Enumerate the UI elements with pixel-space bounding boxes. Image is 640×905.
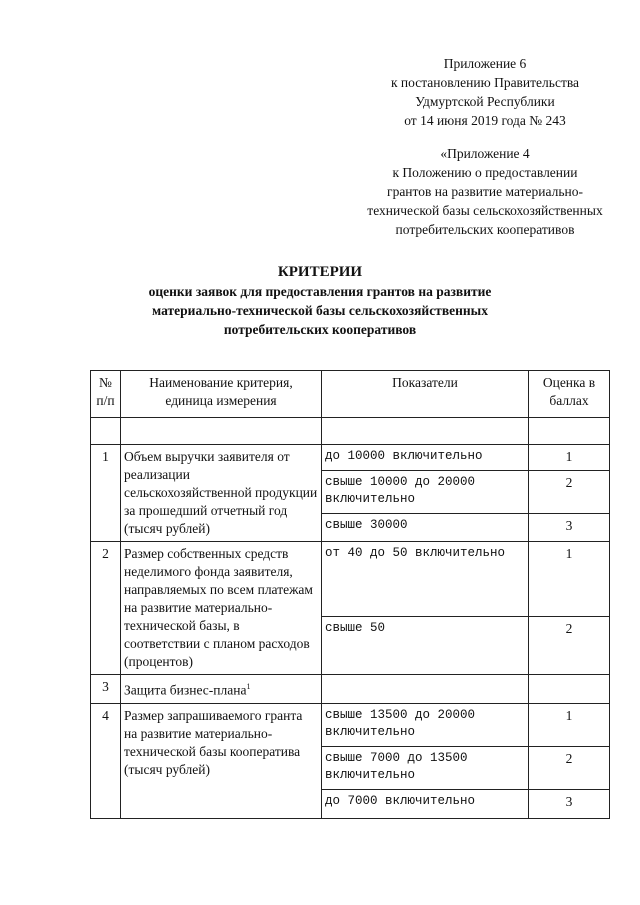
annex-reference [330, 54, 640, 130]
indicator-cell: свыше 50 [322, 616, 529, 674]
title-line: оценки заявок для предоставления грантов на развитие [148, 284, 492, 299]
row-num: 2 [91, 542, 121, 675]
indicator-cell: свыше 7000 до 13500 включительно [322, 746, 529, 789]
footnote-marker: 1 [246, 682, 251, 691]
title-main: КРИТЕРИИ [277, 264, 363, 280]
score-cell: 2 [529, 616, 610, 674]
row-num: 4 [91, 703, 121, 818]
indicator-cell: свыше 10000 до 20000 включительно [322, 470, 529, 514]
table-header-row [91, 371, 610, 418]
spacer-row [91, 418, 610, 445]
annex-line: от 14 июня 2019 года № 243 [404, 113, 566, 128]
table-row [91, 445, 610, 471]
score-cell [529, 675, 610, 704]
indicator-cell: до 10000 включительно [322, 445, 529, 471]
score-cell: 3 [529, 789, 610, 818]
indicator-cell: до 7000 включительно [322, 789, 529, 818]
indicator-cell: свыше 13500 до 20000 включительно [322, 703, 529, 746]
annex-inner-reference [330, 144, 640, 239]
criterion-name-text: Защита бизнес-плана [124, 682, 247, 698]
table-row [91, 542, 610, 617]
annex-line: к постановлению Правительства [390, 75, 580, 90]
title-line: материально-технической базы сельскохозяйственных [152, 303, 488, 318]
indicator-cell [322, 675, 529, 704]
annex-inner-line: потребительских кооперативов [395, 222, 575, 237]
row-num: 3 [91, 675, 121, 704]
criterion-name: Размер собственных средств неделимого фонда заявителя, направляемых по всем платежам на развитие материально-технической базы, в соответствии с планом расходов (процентов) [121, 542, 322, 675]
criterion-name: Объем выручки заявителя от реализации сельскохозяйственной продукции за прошедший отчетный год (тысяч рублей) [121, 445, 322, 542]
indicator-cell: свыше 30000 [322, 514, 529, 542]
annex-inner-line: технической базы сельскохозяйственных [367, 203, 603, 218]
header-num: № п/п [91, 371, 121, 418]
score-cell: 3 [529, 514, 610, 542]
score-cell: 1 [529, 445, 610, 471]
indicator-cell: от 40 до 50 включительно [322, 542, 529, 617]
table-row [91, 675, 610, 704]
score-cell: 2 [529, 746, 610, 789]
criteria-table [90, 370, 610, 819]
annex-inner-line: «Приложение 4 [440, 146, 530, 161]
header-indicators: Показатели [322, 371, 529, 418]
score-cell: 1 [529, 703, 610, 746]
criterion-name: Размер запрашиваемого гранта на развитие материально-технической базы кооператива (тысяч рублей) [121, 703, 322, 818]
criterion-name [121, 675, 322, 704]
annex-inner-line: грантов на развитие материально- [387, 184, 583, 199]
row-num: 1 [91, 445, 121, 542]
annex-inner-line: к Положению о предоставлении [392, 165, 578, 180]
title-line: потребительских кооперативов [223, 322, 417, 337]
annex-line: Удмуртской Республики [415, 94, 555, 109]
table-row [91, 703, 610, 746]
score-cell: 1 [529, 542, 610, 617]
document-title [120, 263, 520, 339]
score-cell: 2 [529, 470, 610, 514]
header-score: Оценка в баллах [529, 371, 610, 418]
header-name: Наименование критерия, единица измерения [121, 371, 322, 418]
annex-line: Приложение 6 [443, 56, 527, 71]
